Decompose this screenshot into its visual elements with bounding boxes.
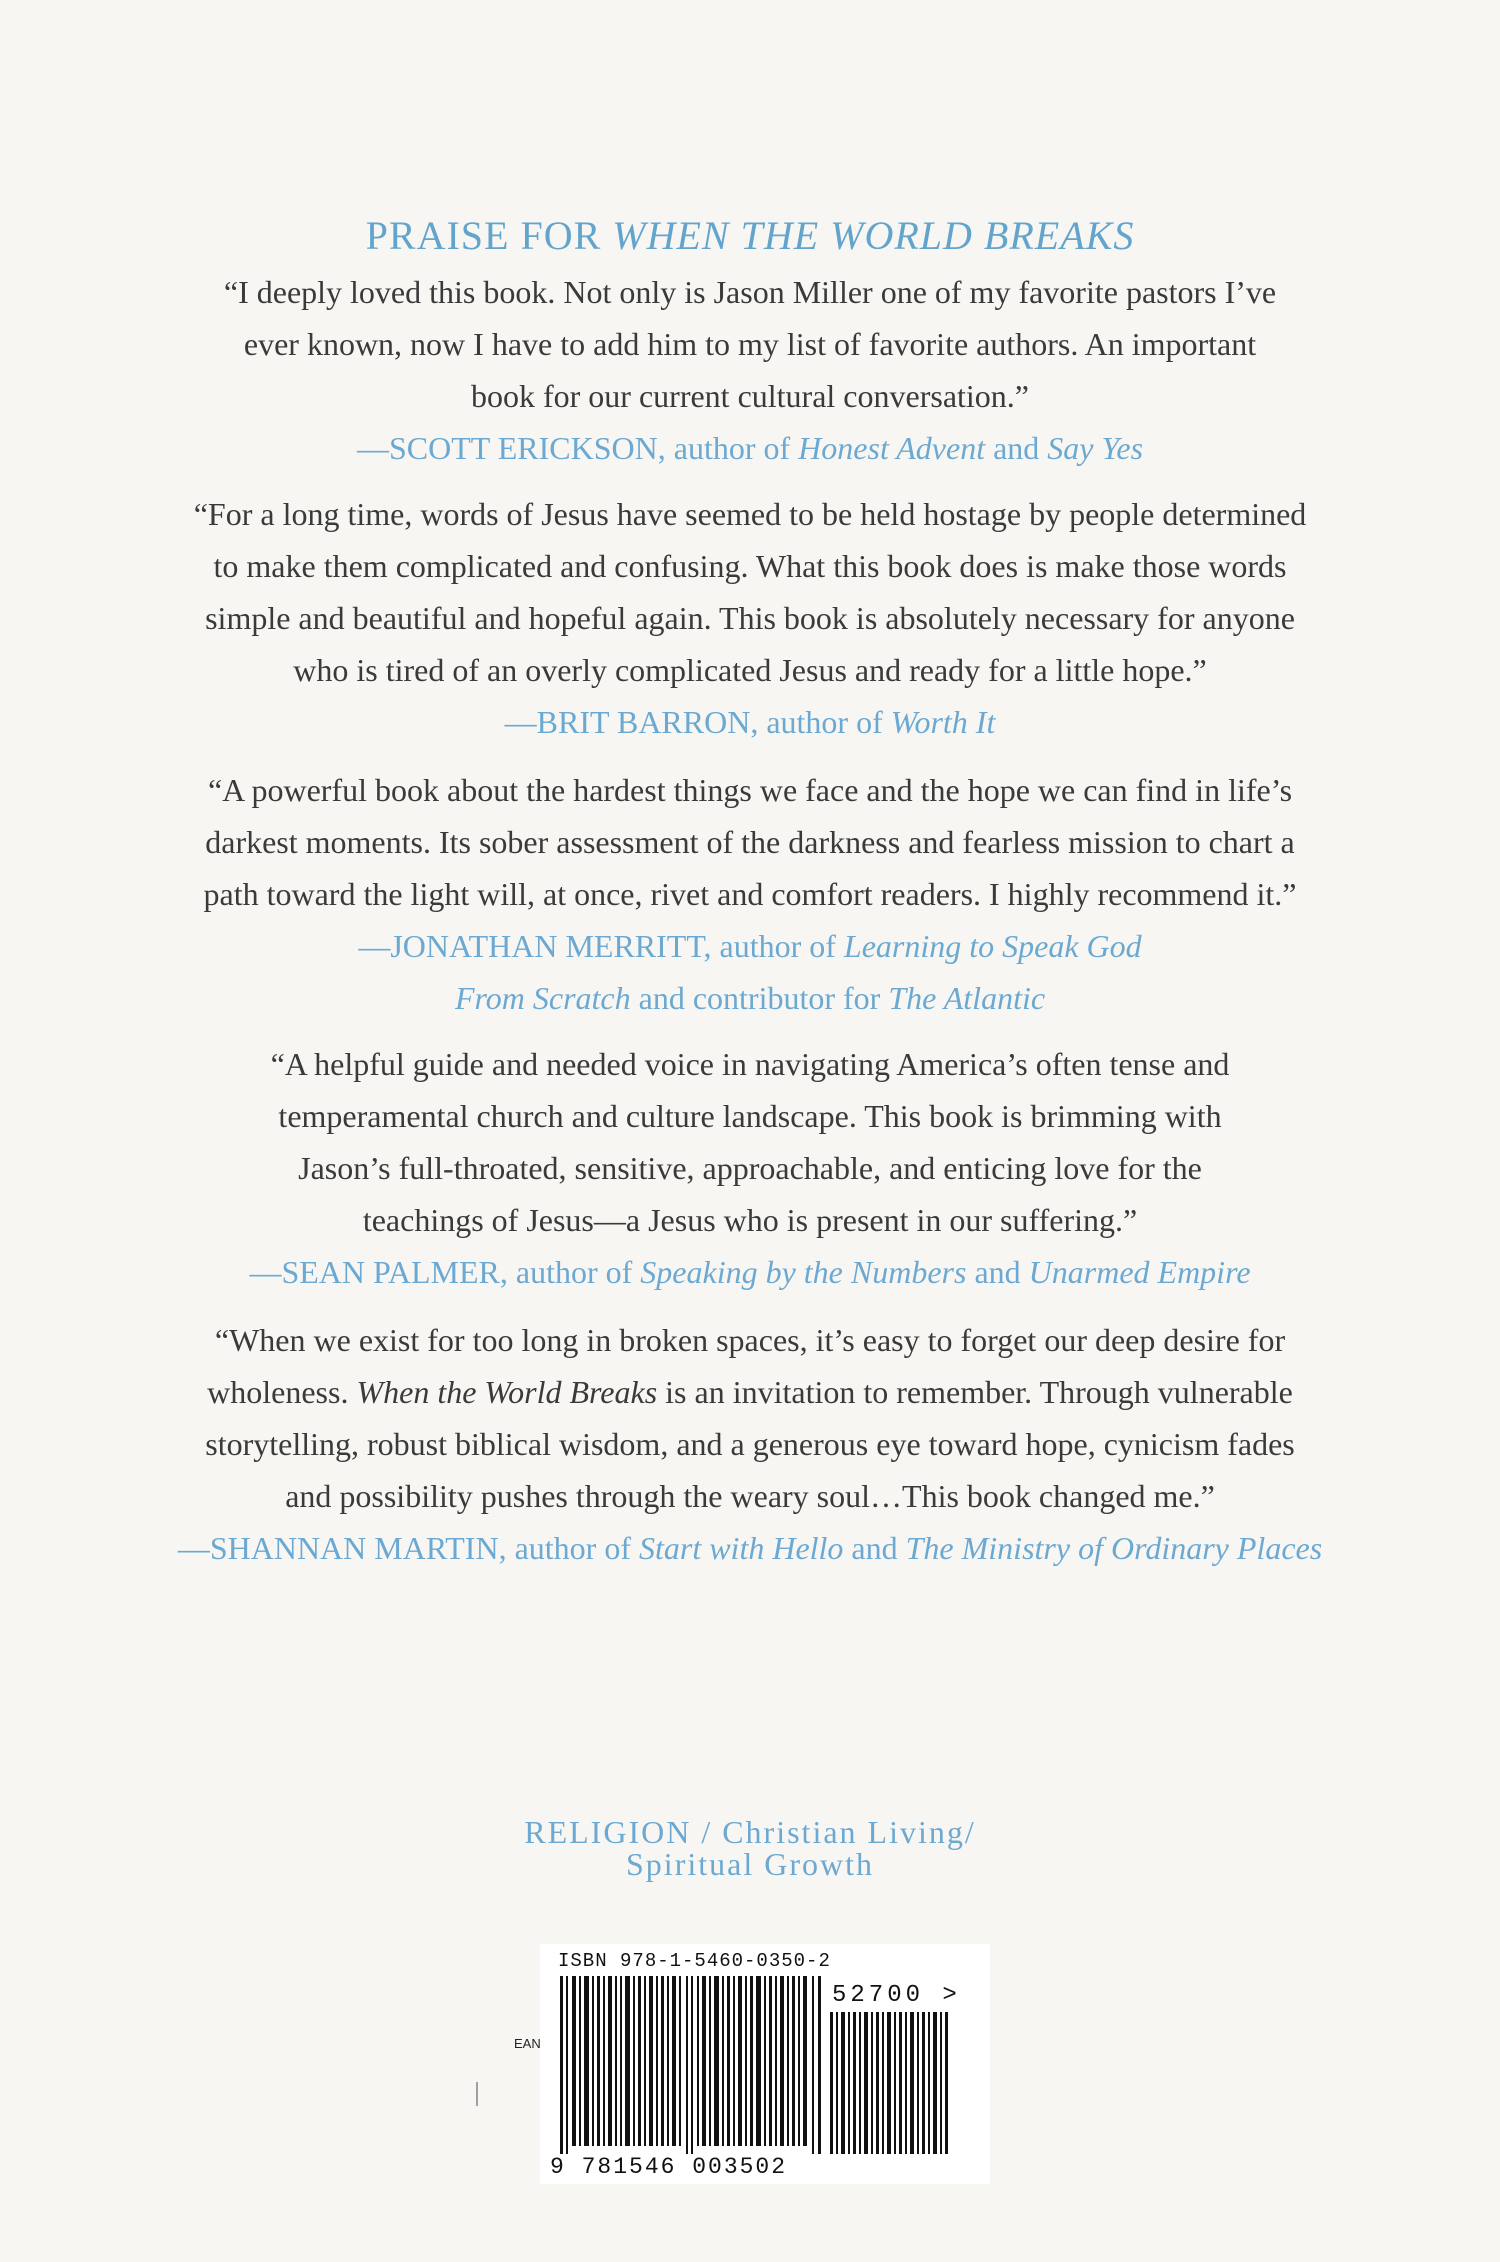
quote-line: “For a long time, words of Jesus have seemed to be held hostage by people determined [193, 496, 1307, 532]
quote-line [120, 1366, 1380, 1418]
quote-attribution [120, 1522, 1380, 1574]
category-line: Spiritual Growth [626, 1846, 874, 1882]
attr-text: —JONATHAN MERRITT, author of [358, 928, 844, 964]
attr-title: Honest Advent [798, 430, 986, 466]
attr-text: and [843, 1530, 906, 1566]
quote-line: who is tired of an overly complicated Jesus and ready for a little hope.” [293, 652, 1207, 688]
attr-title: Speaking by the Numbers [640, 1254, 967, 1290]
quote-title: When the World Breaks [356, 1374, 658, 1410]
praise-heading [0, 212, 1500, 259]
attr-title: From Scratch [454, 980, 631, 1016]
price-code: 52700 > [832, 1982, 961, 2009]
praise-heading-title: WHEN THE WORLD BREAKS [612, 213, 1135, 258]
quote-line: and possibility pushes through the weary soul…This book changed me.” [285, 1478, 1215, 1514]
attr-title: Unarmed Empire [1028, 1254, 1251, 1290]
quote-attribution [120, 920, 1380, 972]
quote-line: book for our current cultural conversation.” [470, 378, 1029, 414]
quote-block [120, 266, 1380, 474]
attr-title: Worth It [890, 704, 996, 740]
barcode [514, 1944, 990, 2184]
quote-block [120, 1038, 1380, 1298]
quote-block [120, 488, 1380, 748]
ean-label: EAN [514, 2036, 541, 2051]
barcode-addon-bars [830, 2012, 950, 2154]
quote-line: “A powerful book about the hardest things we face and the hope we can find in life’s [207, 772, 1293, 808]
quote-text: is an invitation to remember. Through vulnerable [657, 1374, 1293, 1410]
quote-attribution [120, 972, 1380, 1024]
quote-text: wholeness. [207, 1374, 357, 1410]
quote-line: simple and beautiful and hopeful again. This book is absolutely necessary for anyone [205, 600, 1295, 636]
quote-block [120, 764, 1380, 1024]
quote-attribution [120, 696, 1380, 748]
quote-line: “I deeply loved this book. Not only is Jason Miller one of my favorite pastors I’ve [223, 274, 1277, 310]
quote-line: to make them complicated and confusing. What this book does is make those words [213, 548, 1287, 584]
attr-title: The Ministry of Ordinary Places [905, 1530, 1323, 1566]
quote-line: temperamental church and culture landscape. This book is brimming with [278, 1098, 1222, 1134]
quote-line: darkest moments. Its sober assessment of the darkness and fearless mission to chart a [205, 824, 1295, 860]
barcode-bars [560, 1976, 822, 2154]
attr-text: and [966, 1254, 1029, 1290]
praise-heading-prefix: PRAISE FOR [365, 213, 613, 258]
quote-attribution [120, 1246, 1380, 1298]
category-label [0, 1816, 1500, 1880]
attr-text: —SCOTT ERICKSON, author of [356, 430, 799, 466]
attr-title: Start with Hello [638, 1530, 844, 1566]
quote-line: “When we exist for too long in broken spaces, it’s easy to forget our deep desire for [214, 1322, 1286, 1358]
barcode-digits: 9 781546 003502 [550, 2154, 788, 2180]
attr-text: —SHANNAN MARTIN, author of [177, 1530, 639, 1566]
attr-title: The Atlantic [888, 980, 1046, 1016]
quote-line: teachings of Jesus—a Jesus who is present in our suffering.” [362, 1202, 1138, 1238]
quote-block [120, 1314, 1380, 1574]
quote-line: “A helpful guide and needed voice in navigating America’s often tense and [270, 1046, 1230, 1082]
quote-line: storytelling, robust biblical wisdom, and a generous eye toward hope, cynicism fades [205, 1426, 1295, 1462]
attr-text: and [985, 430, 1048, 466]
attr-title: Say Yes [1047, 430, 1144, 466]
attr-text: and contributor for [630, 980, 889, 1016]
quote-attribution [120, 422, 1380, 474]
attr-text: —SEAN PALMER, author of [249, 1254, 641, 1290]
attr-text: —BRIT BARRON, author of [504, 704, 891, 740]
divider-mark [476, 2082, 478, 2106]
quote-line: Jason’s full-throated, sensitive, approachable, and enticing love for the [298, 1150, 1202, 1186]
quote-line: path toward the light will, at once, rivet and comfort readers. I highly recommend it.” [203, 876, 1297, 912]
isbn-text: ISBN 978-1-5460-0350-2 [558, 1950, 831, 1972]
attr-title: Learning to Speak God [843, 928, 1142, 964]
category-line: RELIGION / Christian Living/ [524, 1814, 976, 1850]
quote-line: ever known, now I have to add him to my list of favorite authors. An important [243, 326, 1257, 362]
